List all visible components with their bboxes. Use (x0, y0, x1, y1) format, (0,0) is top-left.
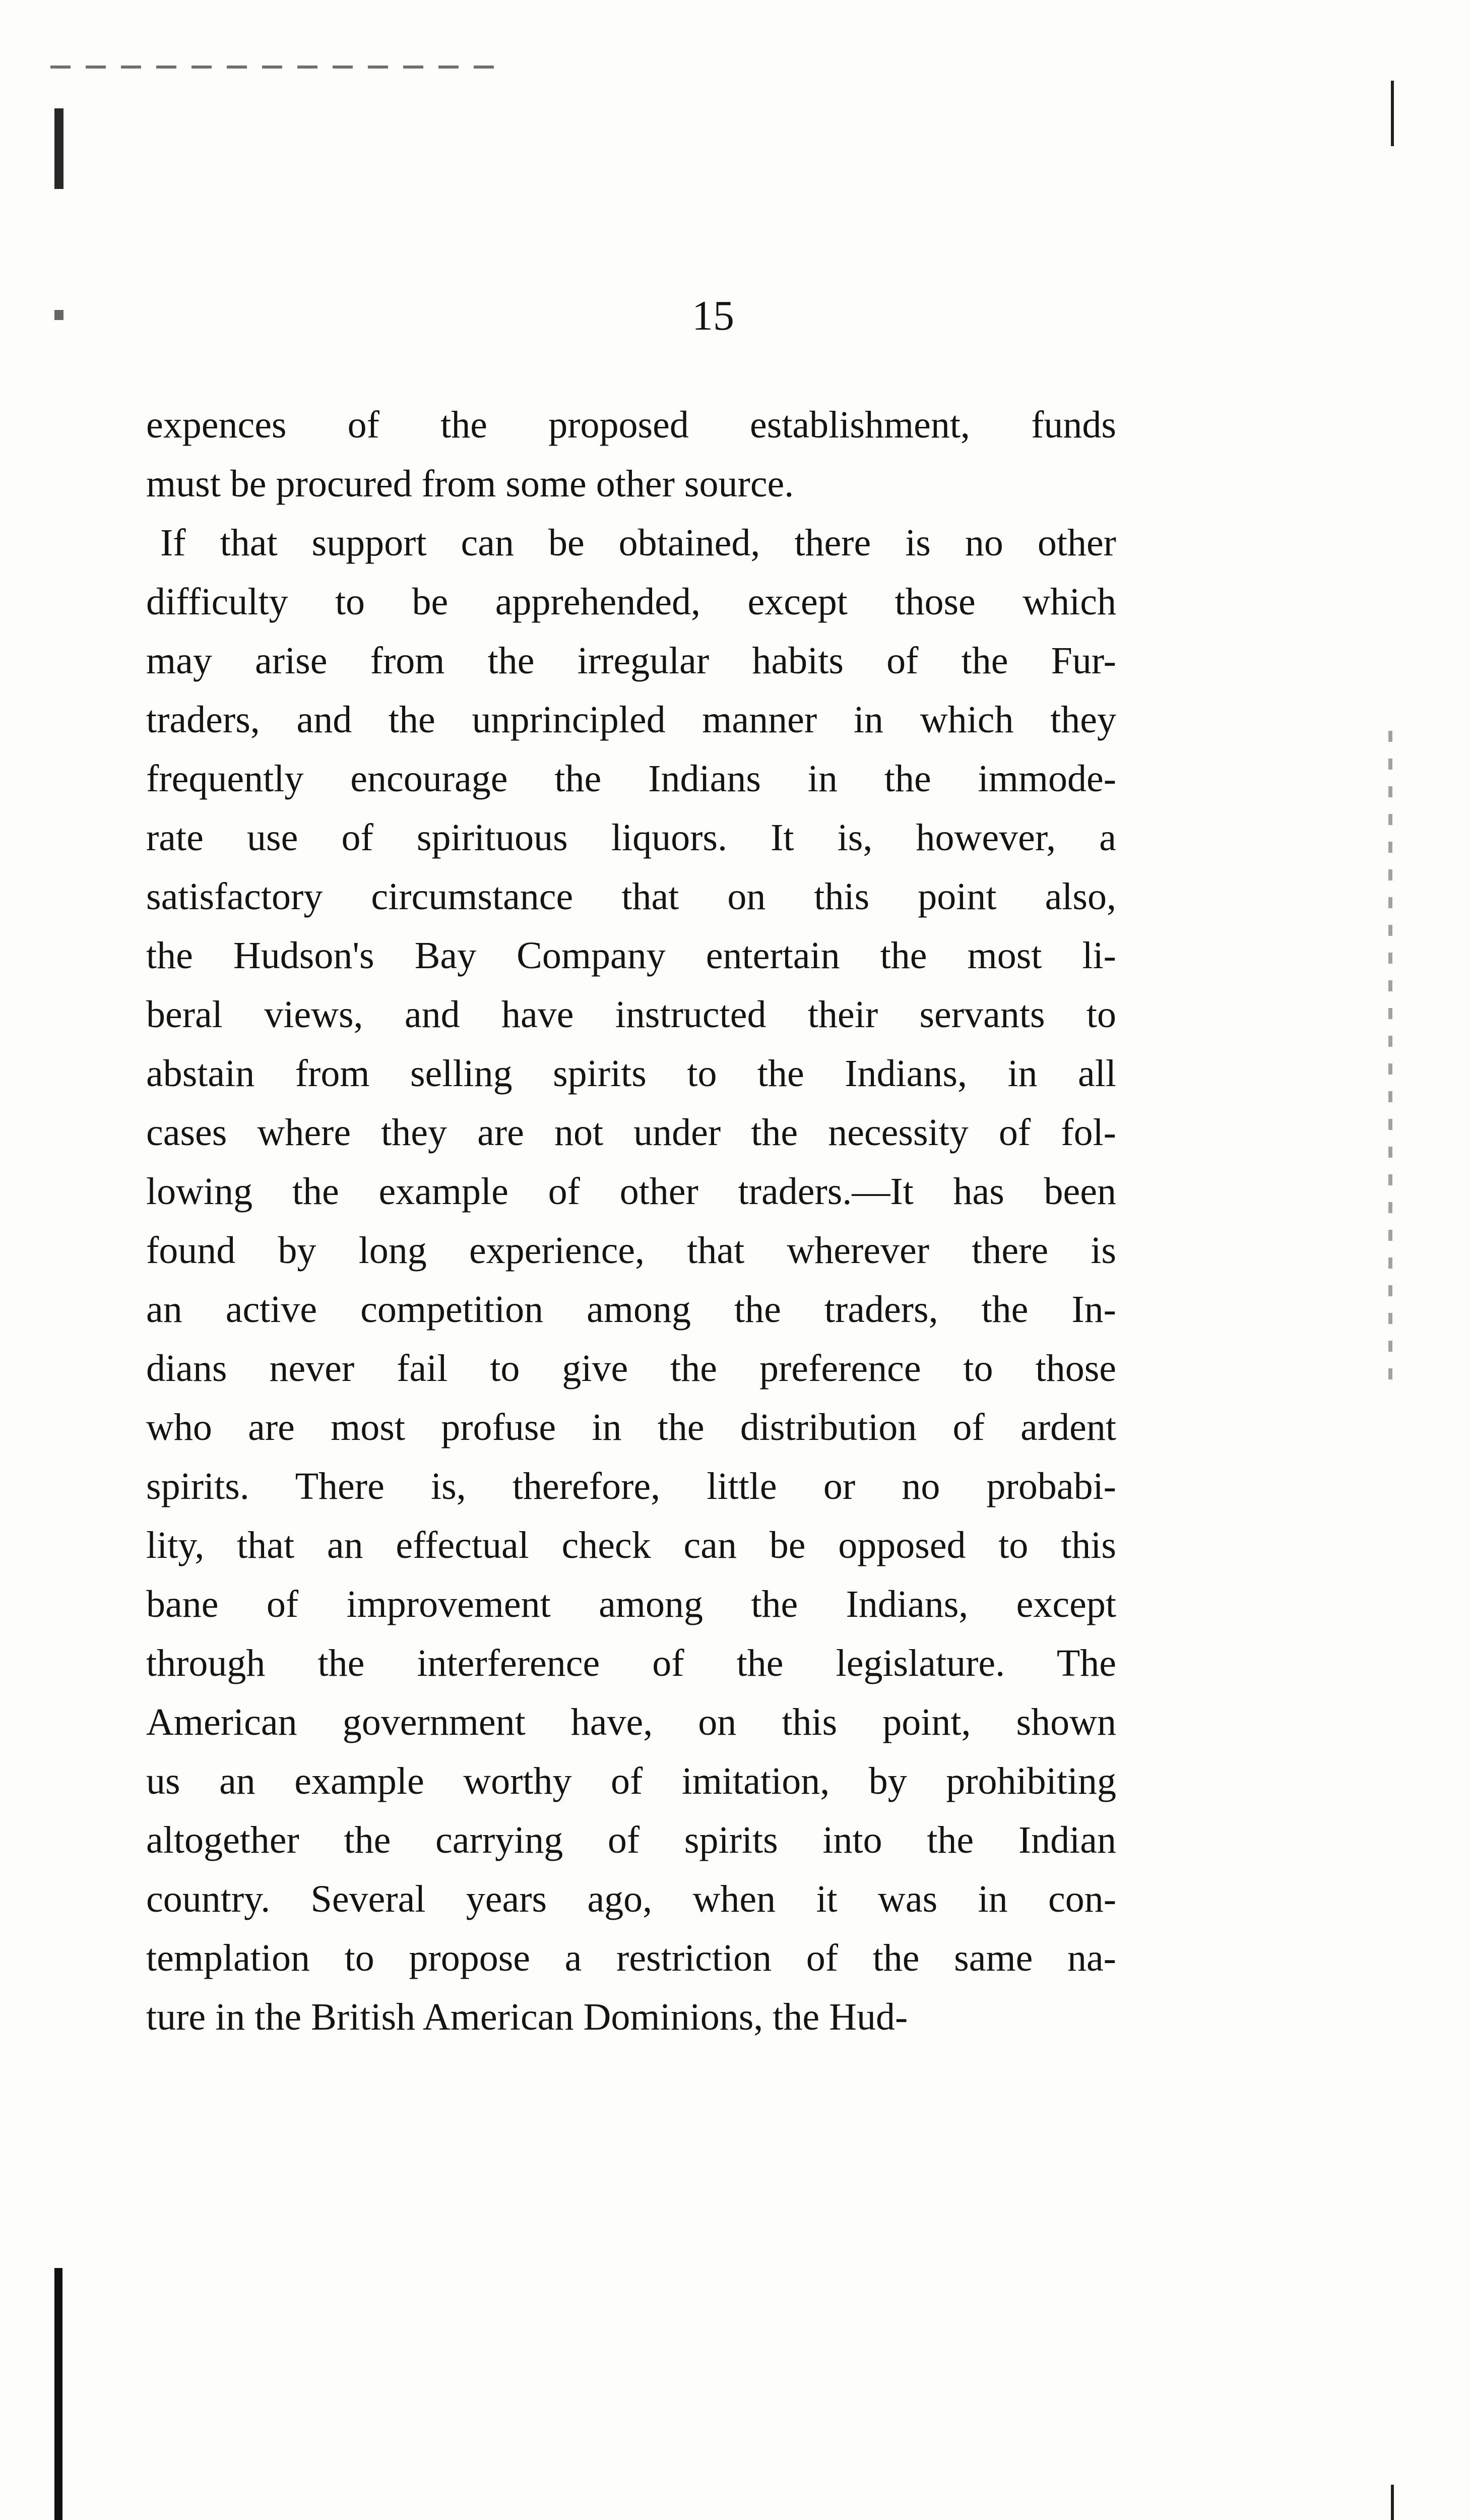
text-line: cases where they are not under the necessity of fol- (146, 1111, 1116, 1154)
scan-edge-left (54, 108, 63, 2520)
text-line: frequently encourage the Indians in the immode- (146, 758, 1116, 800)
text-line: must be procured from some other source. (146, 463, 794, 505)
text-line: us an example worthy of imitation, by prohibiting (146, 1760, 1116, 1802)
text-line: expences of the proposed establishment, funds (146, 404, 1116, 446)
text-line: ture in the British American Dominions, the Hud- (146, 1996, 908, 2038)
text-line: beral views, and have instructed their servants to (146, 993, 1116, 1036)
text-line: traders, and the unprincipled manner in which they (146, 699, 1116, 741)
text-line: through the interference of the legislature. The (146, 1642, 1116, 1684)
text-line: found by long experience, that wherever there is (146, 1229, 1116, 1272)
text-line: the Hudson's Bay Company entertain the most li- (146, 934, 1116, 977)
text-line: satisfactory circumstance that on this point also, (146, 875, 1116, 918)
text-line: rate use of spirituous liquors. It is, however, a (146, 816, 1116, 859)
text-line: lowing the example of other traders.—It has been (146, 1170, 1116, 1213)
scan-edge-left-bottom (54, 2268, 62, 2520)
text-line: country. Several years ago, when it was in con- (146, 1878, 1116, 1920)
text-line: dians never fail to give the preference to those (146, 1347, 1116, 1390)
text-line: bane of improvement among the Indians, except (146, 1583, 1116, 1625)
body-text (146, 396, 1116, 2047)
text-line: lity, that an effectual check can be opposed to this (146, 1524, 1116, 1566)
scan-edge-right-top (1391, 81, 1394, 146)
text-line: spirits. There is, therefore, little or no probabi- (146, 1465, 1116, 1507)
text-line: may arise from the irregular habits of the Fur- (146, 640, 1116, 682)
text-line: American government have, on this point, shown (146, 1701, 1116, 1743)
text-line: altogether the carrying of spirits into the Indian (146, 1819, 1116, 1861)
scan-edge-top (50, 66, 504, 69)
paragraph-p1 (146, 396, 1116, 514)
text-line: difficulty to be apprehended, except those which (146, 581, 1116, 623)
paragraph-p2 (146, 514, 1116, 2047)
scan-edge-right-mid (1388, 731, 1392, 1386)
text-line: If that support can be obtained, there is no other (160, 522, 1116, 564)
page-number: 15 (692, 292, 734, 339)
text-line: templation to propose a restriction of the same na- (146, 1937, 1116, 1979)
text-line: abstain from selling spirits to the Indians, in all (146, 1052, 1116, 1095)
scan-edge-right-foot-vertical (1391, 2485, 1394, 2520)
text-line: an active competition among the traders, the In- (146, 1288, 1116, 1331)
text-line: who are most profuse in the distribution of ardent (146, 1406, 1116, 1448)
